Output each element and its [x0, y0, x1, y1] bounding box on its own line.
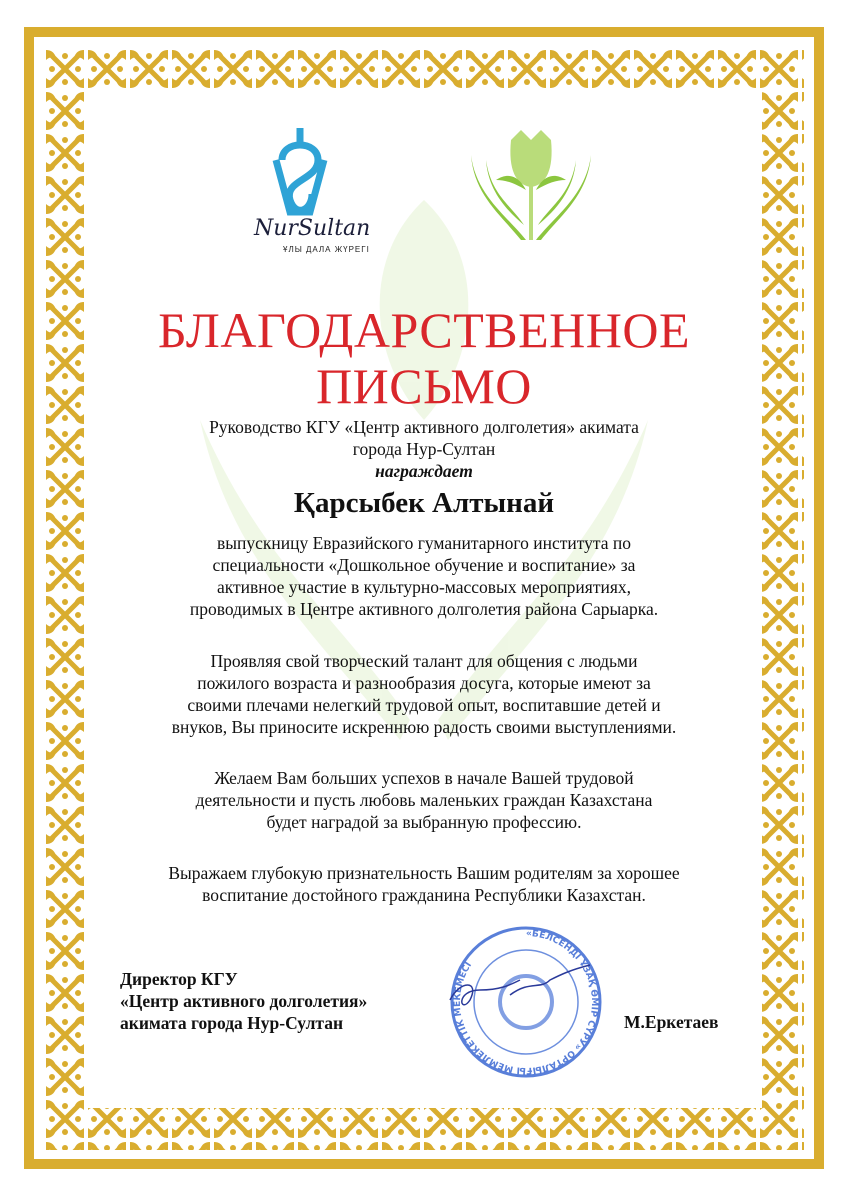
signatory-name: М.Еркетаев [624, 1012, 719, 1032]
text-line: Выражаем глубокую признательность Вашим родителям за хорошее [168, 863, 680, 883]
text-line: внуков, Вы приносите искреннюю радость своими выступлениями. [171, 717, 677, 737]
svg-text:NurSultan: NurSultan [254, 216, 371, 240]
text-line: своими плечами нелегкий трудовой опыт, воспитавшие детей и [187, 695, 661, 715]
text-line: выпускницу Евразийского гуманитарного института по [216, 533, 632, 553]
paragraph-4 [0, 862, 848, 906]
title-line: ПИСЬМО [316, 358, 532, 414]
recipient-name: Қарсыбек Алтынай [293, 487, 555, 519]
nursultan-tagline: ҰЛЫ ДАЛА ЖҮРЕГІ [283, 245, 370, 254]
paragraph-3 [0, 767, 848, 833]
title-line: БЛАГОДАРСТВЕННОЕ [157, 302, 691, 358]
text-line: проводимых в Центре активного долголетия района Сарыарка. [189, 599, 659, 619]
paragraph-2 [0, 650, 848, 738]
stamp-text: «БЕЛСЕНДІ ҰЗАҚ ӨМІР СҮРУ» ОРТАЛЫҒЫ МЕМЛЕКЕТТІК МЕКЕМЕСІ [452, 928, 599, 1076]
signatory-title [120, 968, 367, 1034]
text-line: «Центр активного долголетия» [120, 991, 368, 1011]
intro [0, 416, 848, 482]
text-line: Проявляя свой творческий талант для общения с людьми [210, 651, 638, 671]
text-line: акимата города Нур-Султан [120, 1013, 344, 1033]
awards-label: награждает [375, 461, 473, 481]
text-line: активное участие в культурно-массовых мероприятиях, [216, 577, 632, 597]
text-line: воспитание достойного гражданина Республики Казахстан. [202, 885, 646, 905]
text-line: Директор КГУ [120, 969, 238, 989]
text-line: специальности «Дошкольное обучение и воспитание» за [212, 555, 636, 575]
text-line: Желаем Вам больших успехов в начале Вашей трудовой [214, 768, 634, 788]
intro-line: Руководство КГУ «Центр активного долголетия» акимата [209, 417, 639, 437]
text-line: деятельности и пусть любовь маленьких граждан Казахстана [195, 790, 653, 810]
text-line: пожилого возраста и разнообразия досуга, которые имеют за [197, 673, 651, 693]
text-line: будет наградой за выбранную профессию. [266, 812, 582, 832]
paragraph-1 [0, 532, 848, 620]
handwritten-signature [440, 960, 600, 1020]
document-title [0, 302, 848, 414]
tulip-logo [466, 125, 596, 245]
intro-line: города Нур-Султан [352, 439, 496, 459]
nursultan-logo [250, 120, 380, 240]
